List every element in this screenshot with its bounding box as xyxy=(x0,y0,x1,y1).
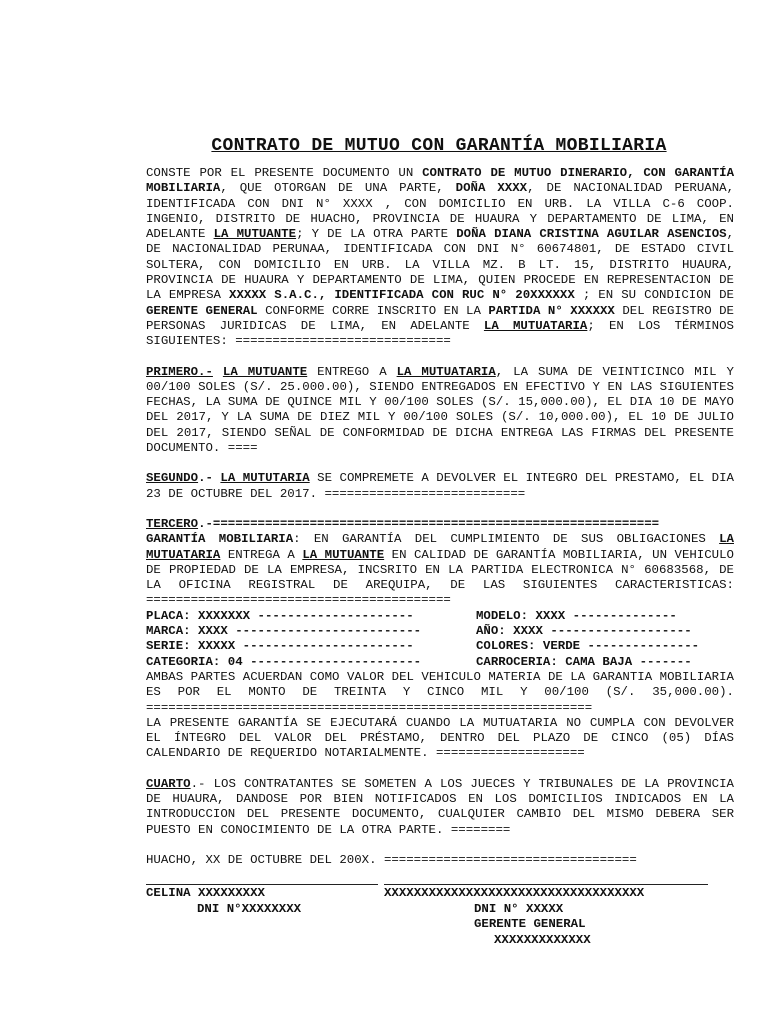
signature-line-right xyxy=(384,884,708,885)
spec-row: MARCA: XXXX ------------------------- AÑO: XXXX ------------------- xyxy=(146,624,692,639)
clause-tercero-guarantee: GARANTÍA MOBILIARIA: EN GARANTÍA DEL CUMPLIMIENTO DE SUS OBLIGACIONES LA MUTUATARIA ENTREGA A LA MUTUANTE EN CALIDAD DE GARANTÍA MOBILIARIA, UN VEHICULO DE PROPIEDAD DE LA EMPRESA, INCSRITO EN LA PARTIDA ELECTRONICA N° 60683568, DE LA OFICINA REGISTRAL DE AREQUIPA, DE LAS SIGUIENTES CARACTERISTICAS: ========================================= xyxy=(146,532,734,608)
clause-cuarto: CUARTO.- LOS CONTRATANTES SE SOMETEN A LOS JUECES Y TRIBUNALES DE LA PROVINCIA DE HUAURA, DANDOSE POR BIEN NOTIFICADOS EN LOS DOMICILIOS INDICADOS EN LA INTRODUCCION DEL PRESENTE DOCUMENTO, CUALQUIER CAMBIO DEL MISMO DEBERA SER PUESTO EN CONOCIMIENTO DE LA OTRA PARTE. ======== xyxy=(146,776,734,837)
signer-left-name: CELINA XXXXXXXXX xyxy=(146,886,265,900)
clause-tercero-execution: LA PRESENTE GARANTÍA SE EJECUTARÁ CUANDO LA MUTUATARIA NO CUMPLA CON DEVOLVER EL ÍNTEGRO DEL VALOR DEL PRÉSTAMO, DENTRO DEL PLAZO DE CINCO (05) DÍAS CALENDARIO DE REQUERIDO NOTARIALMENTE. ==================== xyxy=(146,715,734,761)
vehicle-specs xyxy=(146,609,734,670)
contract-body xyxy=(146,166,734,868)
signature-line-left xyxy=(146,884,378,885)
clause-primero: PRIMERO.- LA MUTUANTE ENTREGO A LA MUTUATARIA, LA SUMA DE VEINTICINCO MIL Y 00/100 SOLES (S/. 25.000.00), SIENDO ENTREGADOS EN EFECTIVO Y EN LAS SIGUIENTES FECHAS, LA SUMA DE QUINCE MIL Y 00/100 SOLES (S/. 15,000.00), EL DIA 10 DE MAYO DEL 2017, Y LA SUMA DE DIEZ MIL Y 00/100 SOLES (S/. 10,000.00), EL 10 DE JULIO DEL 2017, SIENDO SEÑAL DE CONFORMIDAD DE DICHA ENTREGA LAS FIRMAS DEL PRESENTE DOCUMENTO. ==== xyxy=(146,364,734,456)
signer-right-dni: DNI N° XXXXX xyxy=(474,902,564,916)
signer-right-role: GERENTE GENERAL xyxy=(474,917,586,931)
clause-segundo: SEGUNDO.- LA MUTUTARIA SE COMPREMETE A DEVOLVER EL INTEGRO DEL PRESTAMO, EL DIA 23 DE OCTUBRE DEL 2017. =========================== xyxy=(146,471,734,501)
document-title: CONTRATO DE MUTUO CON GARANTÍA MOBILIARIA xyxy=(211,136,667,156)
clause-tercero-heading: TERCERO.-============================================================ xyxy=(146,516,660,531)
spec-row: SERIE: XXXXX ----------------------- COLORES: VERDE --------------- xyxy=(146,639,700,654)
signer-left-dni: DNI N°XXXXXXXX xyxy=(197,902,302,916)
spec-row: CATEGORIA: 04 ----------------------- CARROCERIA: CAMA BAJA ------- xyxy=(146,654,692,669)
clause-tercero-value: AMBAS PARTES ACUERDAN COMO VALOR DEL VEHICULO MATERIA DE LA GARANTIA MOBILIARIA ES POR EL MONTO DE TREINTA Y CINCO MIL Y 00/100 (S/. 35,000.00). ============================================================ xyxy=(146,669,734,715)
intro-paragraph: CONSTE POR EL PRESENTE DOCUMENTO UN CONTRATO DE MUTUO DINERARIO, CON GARANTÍA MOBILIARIA, QUE OTORGAN DE UNA PARTE, DOÑA XXXX, DE NACIONALIDAD PERUANA, IDENTIFICADA CON DNI N° XXXX , CON DOMICILIO EN URB. LA VILLA C-6 COOP. INGENIO, DISTRITO DE HUACHO, PROVINCIA DE HUAURA Y DEPARTAMENTO DE LIMA, EN ADELANTE LA MUTUANTE; Y DE LA OTRA PARTE DOÑA DIANA CRISTINA AGUILAR ASENCIOS, DE NACIONALIDAD PERUNAA, IDENTIFICADA CON DNI N° 60674801, DE ESTADO CIVIL SOLTERA, CON DOMICILIO EN URB. LA VILLA MZ. B LT. 15, DISTRITO HUAURA, PROVINCIA DE HUAURA Y DEPARTAMENTO DE LIMA, QUIEN PROCEDE EN REPRESENTACION DE LA EMPRESA XXXXX S.A.C., IDENTIFICADA CON RUC N° 20XXXXXX ; EN SU CONDICION DE GERENTE GENERAL CONFORME CORRE INSCRITO EN LA PARTIDA N° XXXXXX DEL REGISTRO DE PERSONAS JURIDICAS DE LIMA, EN ADELANTE LA MUTUATARIA; EN LOS TÉRMINOS SIGUIENTES: ============================= xyxy=(146,166,735,349)
spec-row: PLACA: XXXXXXX --------------------- MODELO: XXXX -------------- xyxy=(146,608,677,623)
signer-right-extra: XXXXXXXXXXXXX xyxy=(494,933,591,947)
signer-right-name: XXXXXXXXXXXXXXXXXXXXXXXXXXXXXXXXXXX xyxy=(384,886,645,900)
closing-date: HUACHO, XX DE OCTUBRE DEL 200X. ================================== xyxy=(146,852,637,867)
